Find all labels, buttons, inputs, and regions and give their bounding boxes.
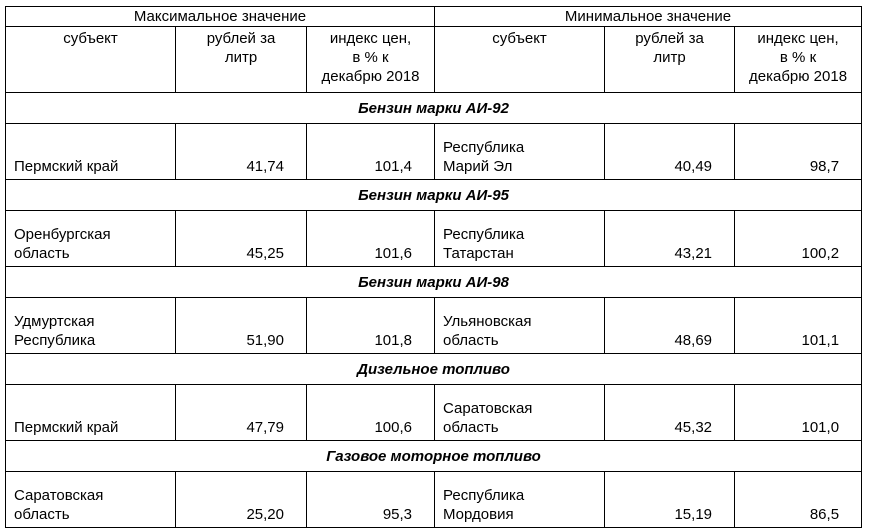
min-value-group-header: Минимальное значение bbox=[435, 7, 862, 27]
max-subject: Пермский край bbox=[6, 124, 176, 180]
section-title-row bbox=[6, 267, 862, 298]
table-row bbox=[6, 472, 862, 528]
max-subject: Удмуртская Республика bbox=[6, 298, 176, 354]
max-index: 100,6 bbox=[307, 385, 435, 441]
section-title-row bbox=[6, 93, 862, 124]
section-title: Бензин марки АИ-92 bbox=[6, 93, 862, 124]
table-row bbox=[6, 298, 862, 354]
column-header-row bbox=[6, 27, 862, 93]
fuel-price-table bbox=[5, 6, 862, 528]
min-index: 86,5 bbox=[735, 472, 862, 528]
min-price-header: рублей за литр bbox=[605, 27, 735, 93]
group-header-row bbox=[6, 7, 862, 27]
min-index: 100,2 bbox=[735, 211, 862, 267]
max-subject: Пермский край bbox=[6, 385, 176, 441]
min-subject: Республика Мордовия bbox=[435, 472, 605, 528]
section-title: Дизельное топливо bbox=[6, 354, 862, 385]
min-index: 98,7 bbox=[735, 124, 862, 180]
max-price: 45,25 bbox=[176, 211, 307, 267]
max-index: 101,6 bbox=[307, 211, 435, 267]
max-index: 101,8 bbox=[307, 298, 435, 354]
table-row bbox=[6, 385, 862, 441]
min-subject: Республика Татарстан bbox=[435, 211, 605, 267]
min-subject: Саратовская область bbox=[435, 385, 605, 441]
min-price: 45,32 bbox=[605, 385, 735, 441]
max-subject: Саратовская область bbox=[6, 472, 176, 528]
min-subject-header: субъект bbox=[435, 27, 605, 93]
section-title: Бензин марки АИ-98 bbox=[6, 267, 862, 298]
min-index-header: индекс цен, в % к декабрю 2018 bbox=[735, 27, 862, 93]
max-price: 41,74 bbox=[176, 124, 307, 180]
max-price: 51,90 bbox=[176, 298, 307, 354]
table-row bbox=[6, 211, 862, 267]
min-price: 43,21 bbox=[605, 211, 735, 267]
section-title: Газовое моторное топливо bbox=[6, 441, 862, 472]
max-subject: Оренбургская область bbox=[6, 211, 176, 267]
max-price: 25,20 bbox=[176, 472, 307, 528]
max-index: 95,3 bbox=[307, 472, 435, 528]
min-price: 40,49 bbox=[605, 124, 735, 180]
max-price: 47,79 bbox=[176, 385, 307, 441]
min-index: 101,1 bbox=[735, 298, 862, 354]
min-price: 15,19 bbox=[605, 472, 735, 528]
max-index-header: индекс цен, в % к декабрю 2018 bbox=[307, 27, 435, 93]
min-subject: Республика Марий Эл bbox=[435, 124, 605, 180]
max-index: 101,4 bbox=[307, 124, 435, 180]
section-title-row bbox=[6, 441, 862, 472]
section-title-row bbox=[6, 180, 862, 211]
section-title: Бензин марки АИ-95 bbox=[6, 180, 862, 211]
max-value-group-header: Максимальное значение bbox=[6, 7, 435, 27]
min-index: 101,0 bbox=[735, 385, 862, 441]
max-price-header: рублей за литр bbox=[176, 27, 307, 93]
section-title-row bbox=[6, 354, 862, 385]
min-subject: Ульяновская область bbox=[435, 298, 605, 354]
min-price: 48,69 bbox=[605, 298, 735, 354]
table-row bbox=[6, 124, 862, 180]
max-subject-header: субъект bbox=[6, 27, 176, 93]
